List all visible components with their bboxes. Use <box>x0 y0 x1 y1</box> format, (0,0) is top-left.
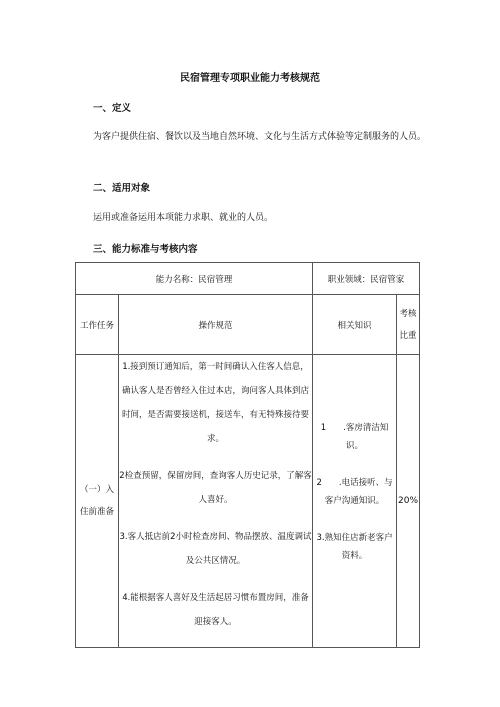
header-weight: 考核比重 <box>397 295 420 355</box>
task-cell: （一）入住前准备 <box>76 355 119 648</box>
section-text-target: 运用或准备运用本项能力求职、就业的人员。 <box>93 213 274 223</box>
section-heading-definition: 一、定义 <box>93 103 132 114</box>
ops-item: 4.能根据客人喜好及生活起居习惯布置房间，准备迎接客人。 <box>122 593 309 627</box>
knowledge-item: 2 .电话接听、与客户沟通知识。 <box>316 477 393 506</box>
ability-table <box>75 262 420 648</box>
knowledge-cell <box>313 355 397 648</box>
weight-cell: 20% <box>397 355 420 648</box>
knowledge-item: 3.熟知住店新老客户资料。 <box>316 532 393 561</box>
ops-item: 2检查预留，保留房间，查询客人历史记录，了解客人喜好。 <box>119 471 312 505</box>
ops-item: 1.接到预订通知后，第一时间确认入住客人信息，确认客人是否曾经入住过本店，询问客人具体到店时间，是否需要接送机，接送车，有无特殊接待要求。 <box>122 362 310 444</box>
header-ops: 操作规范 <box>119 295 313 355</box>
section-heading-target: 二、适用对象 <box>93 183 151 194</box>
header-knowledge: 相关知识 <box>313 295 397 355</box>
field-cell: 职业领域：民宿管家 <box>313 263 420 295</box>
page-title: 民宿管理专项职业能力考核规范 <box>180 73 320 84</box>
header-task: 工作任务 <box>76 295 119 355</box>
section-heading-standards: 三、能力标准与考核内容 <box>93 244 198 255</box>
ops-item: 3.客人抵店前2小时检查房间、物品摆放、温度调试及公共区情况。 <box>119 532 312 566</box>
section-text-definition: 为客户提供住宿、餐饮以及当地自然环境、文化与生活方式体验等定制服务的人员。 <box>93 132 427 142</box>
knowledge-item: 1 .客房清洁知识。 <box>320 422 389 451</box>
ability-name-cell: 能力名称：民宿管理 <box>76 263 313 295</box>
ops-cell <box>119 355 313 648</box>
